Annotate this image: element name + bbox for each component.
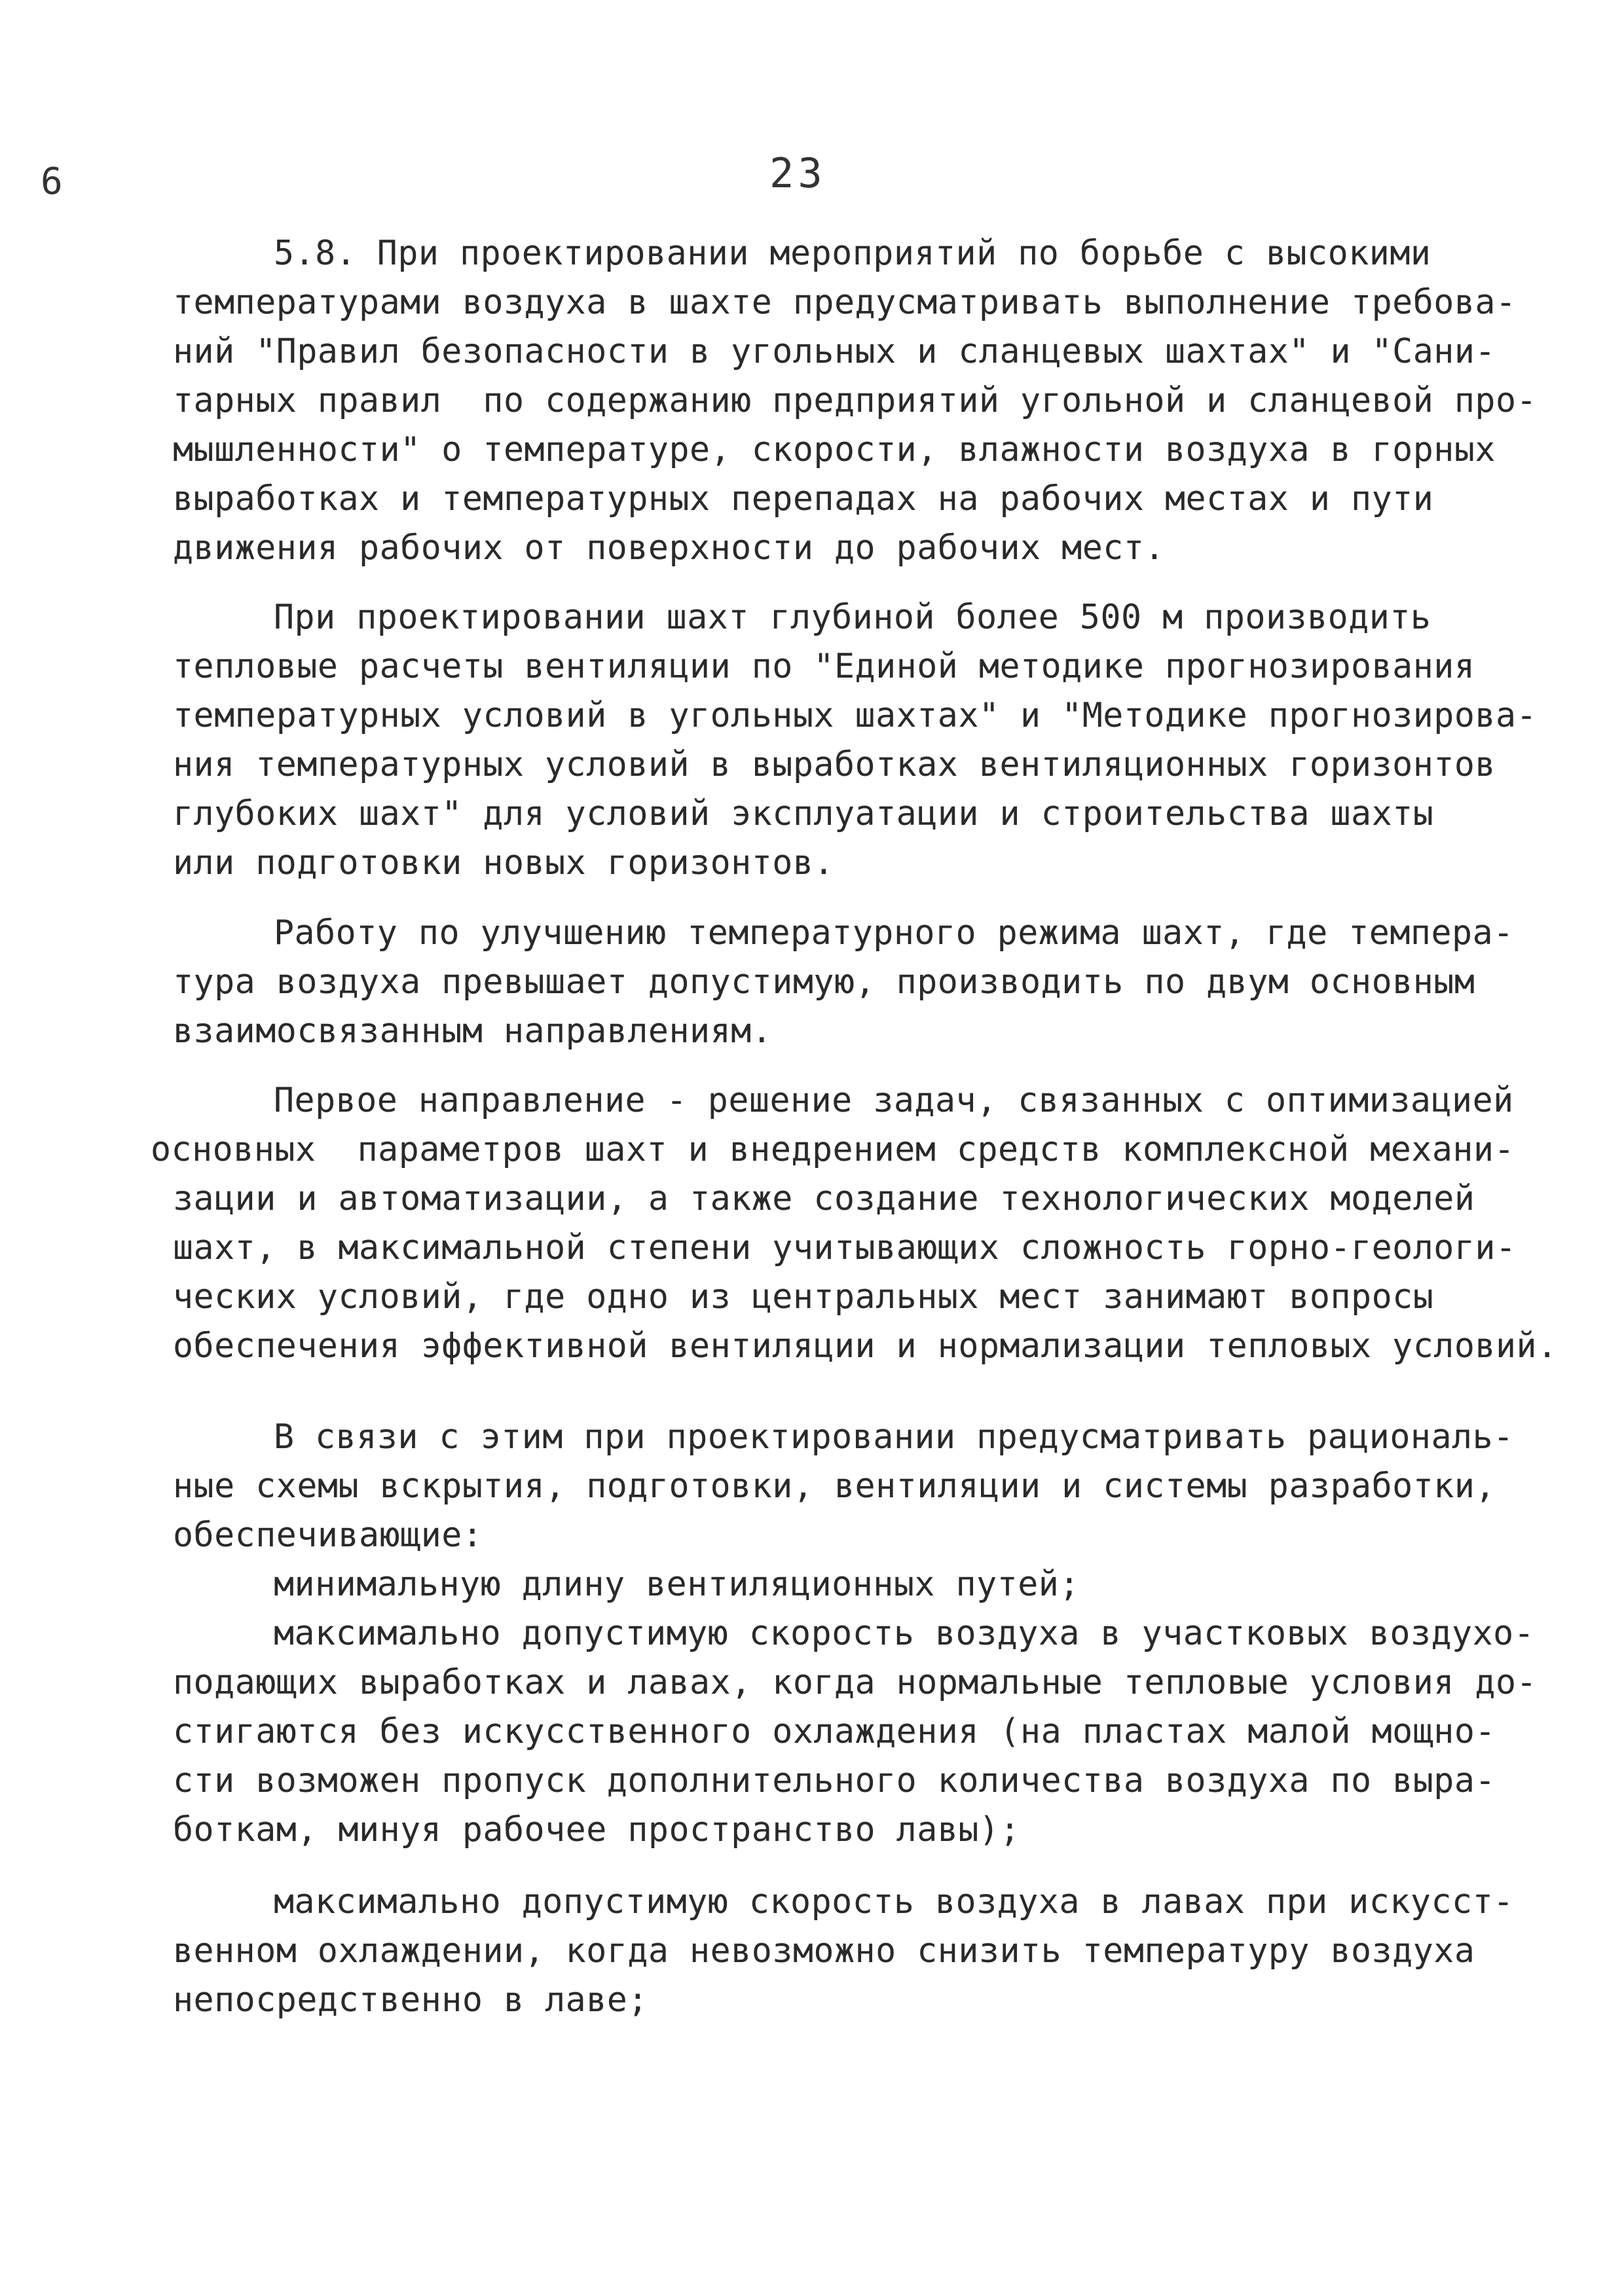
corner-mark: 6	[41, 160, 63, 203]
text-line: движения рабочих от поверхности до рабочих мест.	[173, 528, 1165, 568]
text-line: или подготовки новых горизонтов.	[173, 843, 834, 883]
text-line: взаимосвязанным направлениям.	[173, 1011, 773, 1051]
text-line: венном охлаждении, когда невозможно снизить температуру воздуха	[173, 1931, 1475, 1971]
text-line: 5.8. При проектировании мероприятий по борьбе с высокими	[274, 234, 1431, 273]
text-line: ческих условий, где одно из центральных мест занимают вопросы	[173, 1277, 1434, 1317]
text-line: сти возможен пропуск дополнительного количества воздуха по выра-	[173, 1761, 1496, 1800]
text-line: стигаются без искусственного охлаждения (на пластах малой мощно-	[173, 1712, 1496, 1751]
text-line: Работу по улучшению температурного режима шахт, где темпера-	[274, 913, 1514, 953]
page-number: 23	[769, 149, 826, 197]
text-line: непосредственно в лаве;	[173, 1980, 648, 2020]
text-line: тепловые расчеты вентиляции по "Единой методике прогнозирования	[173, 647, 1475, 686]
text-line: мышленности" о температуре, скорости, влажности воздуха в горных	[173, 430, 1496, 469]
text-line: обеспечивающие:	[173, 1516, 483, 1555]
text-line: глубоких шахт" для условий эксплуатации и строительства шахты	[173, 794, 1434, 833]
text-line: При проектировании шахт глубиной более 500 м производить	[274, 598, 1431, 637]
text-line: боткам, минуя рабочее пространство лавы);	[173, 1810, 1021, 1850]
text-line: основных параметров шахт и внедрением средств комплексной механи-	[151, 1130, 1515, 1169]
text-line: шахт, в максимальной степени учитывающих сложность горно-геологи-	[173, 1228, 1517, 1267]
text-line: температурных условий в угольных шахтах" и "Методике прогнозирова-	[173, 696, 1538, 735]
text-line: температурами воздуха в шахте предусматривать выполнение требова-	[173, 283, 1517, 322]
text-line: Первое направление - решение задач, связанных с оптимизацией	[274, 1081, 1514, 1120]
text-line: зации и автоматизации, а также создание технологических моделей	[173, 1179, 1475, 1218]
text-line: обеспечения эффективной вентиляции и нормализации тепловых условий.	[173, 1326, 1558, 1366]
text-line: тура воздуха превышает допустимую, производить по двум основным	[173, 962, 1475, 1002]
text-line: минимальную длину вентиляционных путей;	[274, 1565, 1080, 1604]
text-line: максимально допустимую скорость воздуха в участковых воздухо-	[274, 1614, 1535, 1653]
text-line: В связи с этим при проектировании предусматривать рациональ-	[274, 1417, 1514, 1457]
text-line: выработках и температурных перепадах на рабочих местах и пути	[173, 479, 1434, 519]
text-line: подающих выработках и лавах, когда нормальные тепловые условия до-	[173, 1663, 1538, 1702]
text-line: ний "Правил безопасности в угольных и сланцевых шахтах" и "Сани-	[173, 332, 1496, 371]
text-line: тарных правил по содержанию предприятий угольной и сланцевой про-	[173, 381, 1538, 420]
text-line: максимально допустимую скорость воздуха в лавах при искусст-	[274, 1882, 1514, 1922]
text-line: ния температурных условий в выработках вентиляционных горизонтов	[173, 745, 1496, 784]
text-line: ные схемы вскрытия, подготовки, вентиляции и системы разработки,	[173, 1467, 1496, 1506]
